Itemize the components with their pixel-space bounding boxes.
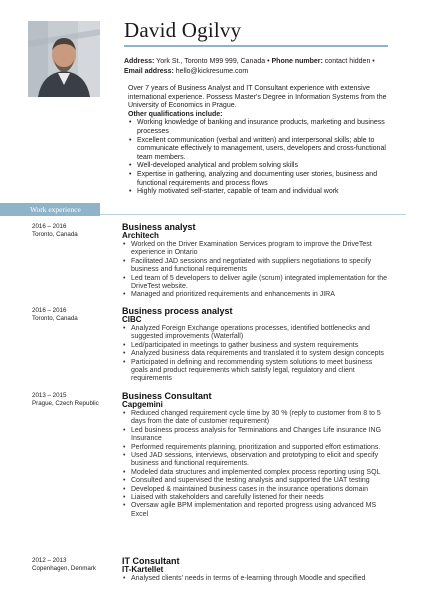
name-underline (124, 45, 388, 47)
job-bullet: • Used JAD sessions, interviews, observation and prototyping to elicit and specify business and functional requirements. (122, 452, 388, 469)
job-bullet: • Modeled data structures and implemented complex process reporting using SQL (122, 469, 388, 477)
job-bullets (122, 410, 388, 519)
job-bullet: • Liaised with stakeholders and carefully listened for their needs (122, 494, 388, 502)
job-bullet: • Worked on the Driver Examination Services program to improve the DriveTest experience in Ontario (122, 241, 388, 258)
job-bullet: • Reduced changed requirement cycle time by 30 % (reply to customer from 8 to 5 days from the date of customer requirement) (122, 410, 388, 427)
job-title: Business Consultant (122, 391, 212, 401)
qualification-item: • Well-developed analytical and problem solving skills (128, 162, 398, 171)
job-bullet: • Participated in defining and recommending system solutions to meet business goals and product requirements which satisfy legal, regulatory and client requirements (122, 359, 388, 384)
qualification-item: • Excellent communication (verbal and written) and interpersonal skills; able to communicate effectively to management, users, developers and cross-functional team members. (128, 137, 398, 163)
job-company: IT-Kartellet (122, 565, 164, 574)
job-bullets (122, 241, 388, 300)
summary-text: Over 7 years of Business Analyst and IT Consultant experience with extensive international experience. Possess Master's Degree in Information Systems from the University of Economics in Prague. (128, 85, 387, 110)
job-company: Architech (122, 231, 159, 240)
qualification-item: • Highly motivated self-starter, capable of team and individual work (128, 188, 398, 197)
job-title: IT Consultant (122, 556, 180, 566)
candidate-name: David Ogilvy (124, 18, 242, 42)
job-company: CIBC (122, 315, 142, 324)
qualification-item: • Expertise in gathering, analyzing and documenting user stories, business and functional requirements and process flows (128, 171, 398, 188)
job-location: Prague, Czech Republic (32, 400, 99, 407)
email-label: Email address: (124, 67, 174, 75)
job-location: Toronto, Canada (32, 315, 78, 322)
section-title-work-experience: Work experience (30, 205, 81, 214)
phone-label: Phone number: (271, 58, 323, 65)
section-divider (100, 214, 406, 215)
email-value[interactable]: hello@kickresume.com (175, 67, 249, 75)
profile-photo (28, 21, 100, 97)
job-location: Toronto, Canada (32, 231, 78, 238)
address-value: York St., Toronto M99 999, Canada (156, 58, 266, 65)
job-title: Business process analyst (122, 306, 233, 316)
phone-value: contact hidden (324, 58, 371, 65)
job-bullet: • Facilitated JAD sessions and negotiated with suppliers negotiations to specify business and functional requirements (122, 258, 388, 275)
job-bullet: • Led team of 5 developers to deliver agile (scrum) integrated implementation for the DriveTest website. (122, 275, 388, 292)
job-bullet: • Consulted and supervised the testing analysis and supported the UAT testing (122, 477, 388, 485)
job-dates: 2016 – 2016 (32, 223, 67, 230)
job-bullet: • Managed and prioritized requirements and enhancements in JIRA (122, 291, 388, 299)
contact-info (124, 57, 404, 76)
job-bullet: • Developed & maintained business cases in the insurance operations domain (122, 486, 388, 494)
job-bullet: • Oversaw agile BPM implementation and reported progress using advanced MS Excel (122, 502, 388, 519)
job-bullet: • Led/participated in meetings to gather business and system requirements (122, 342, 388, 350)
job-location: Copenhagen, Denmark (32, 565, 96, 572)
job-company: Capgemini (122, 400, 163, 409)
contact-line-2 (124, 67, 404, 77)
job-bullet: • Performed requirements planning, prioritization and supported effort estimations. (122, 444, 388, 452)
job-bullet: • Analysed clients' needs in terms of e-learning through Moodle and specified (122, 575, 388, 583)
profile-summary (128, 85, 398, 197)
contact-line-1 (124, 57, 404, 67)
qualification-item: • Working knowledge of banking and insurance products, marketing and business processes (128, 119, 398, 136)
contact-separator: • (267, 58, 270, 65)
job-dates: 2016 – 2016 (32, 307, 67, 314)
job-bullet: • Led business process analysis for Terminations and Changes Life insurance ING Insurance (122, 427, 388, 444)
address-label: Address: (124, 58, 155, 65)
job-bullet: • Analyzed Foreign Exchange operations processes, identified bottlenecks and suggested improvements (Waterfall) (122, 325, 388, 342)
job-title: Business analyst (122, 222, 196, 232)
job-bullets (122, 325, 388, 384)
job-dates: 2012 – 2013 (32, 557, 67, 564)
job-dates: 2013 – 2015 (32, 392, 67, 399)
job-bullets (122, 575, 388, 583)
qualifications-heading: Other qualifications include: (128, 110, 223, 118)
job-bullet: • Analyzed business data requirements and translated it to system design concepts (122, 350, 388, 358)
contact-separator: • (372, 58, 375, 65)
qualifications-list (128, 119, 398, 196)
